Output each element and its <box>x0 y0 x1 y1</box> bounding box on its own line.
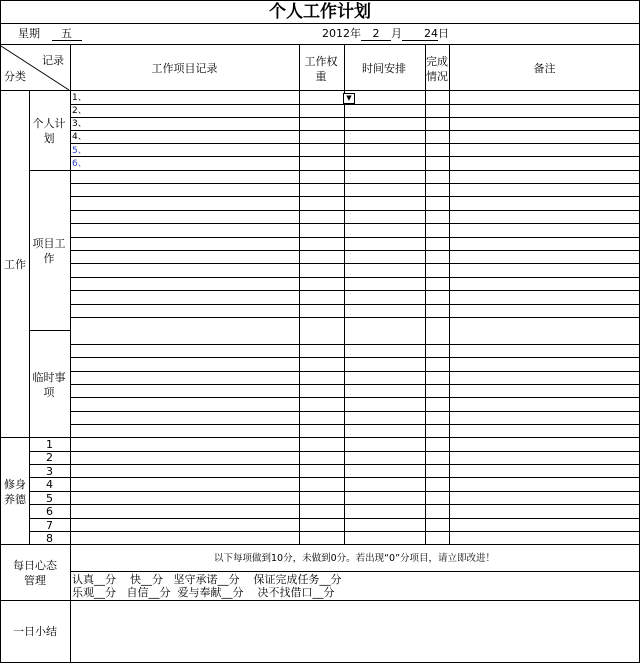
grid-line <box>29 477 639 478</box>
group-daily-mood: 每日心态管理 <box>13 559 57 587</box>
grid-line <box>449 44 450 544</box>
grid-line <box>29 451 639 452</box>
weekday-value[interactable]: 五 <box>52 27 82 41</box>
group-work: 工作 <box>4 258 26 271</box>
grid-line <box>70 237 639 238</box>
group-personal-plan: 个人计划 <box>32 117 66 145</box>
grid-line <box>70 357 639 358</box>
grid-line <box>0 44 640 45</box>
date-day-suffix: 日 <box>438 27 449 40</box>
grid-line <box>70 170 639 171</box>
grid-line <box>29 491 639 492</box>
date-year-suffix: 年 <box>350 27 361 40</box>
personal-item-6[interactable]: 6、 <box>72 159 87 169</box>
grid-line <box>0 437 639 438</box>
date-row <box>322 24 449 44</box>
grid-line <box>70 250 639 251</box>
page-title: 个人工作计划 <box>269 2 371 22</box>
personal-item-1[interactable]: 1、 <box>72 93 87 103</box>
header-item-record: 工作项目记录 <box>151 62 218 75</box>
date-year: 2012 <box>322 27 350 40</box>
header-record: 记录 <box>42 53 64 67</box>
grid-line <box>29 531 639 532</box>
grid-line <box>344 44 345 544</box>
cultivation-number-8: 8 <box>46 532 53 545</box>
group-daily-summary: 一日小结 <box>13 625 57 638</box>
grid-line <box>70 263 639 264</box>
grid-line <box>29 464 639 465</box>
grid-line <box>70 183 639 184</box>
header-weight: 工作权重 <box>304 55 338 83</box>
grid-line <box>299 44 300 544</box>
personal-item-5[interactable]: 5、 <box>72 146 87 156</box>
header-category: 分类 <box>4 69 26 83</box>
personal-item-2[interactable]: 2、 <box>72 106 87 116</box>
grid-line <box>70 290 639 291</box>
mood-line-1[interactable]: 认真__分 快__分 坚守承诺__分 保证完成任务__分 <box>72 573 342 586</box>
grid-line <box>70 371 639 372</box>
grid-line <box>70 196 639 197</box>
grid-line <box>70 424 639 425</box>
grid-line <box>70 130 639 131</box>
weekday-row <box>18 24 82 44</box>
date-month-suffix: 月 <box>391 27 402 40</box>
personal-item-4[interactable]: 4、 <box>72 132 87 142</box>
grid-line <box>70 223 639 224</box>
grid-line <box>70 317 639 318</box>
cultivation-number-7: 7 <box>46 518 53 532</box>
grid-line <box>70 344 639 345</box>
grid-line <box>29 518 639 519</box>
grid-line <box>0 0 640 1</box>
grid-line <box>70 304 639 305</box>
mood-line-2[interactable]: 乐观__分 自信__分 爱与奉献__分 决不找借口__分 <box>72 586 335 599</box>
grid-line <box>70 104 639 105</box>
personal-item-3[interactable]: 3、 <box>72 119 87 129</box>
grid-line <box>70 156 639 157</box>
grid-line <box>70 384 639 385</box>
grid-line <box>0 544 639 545</box>
grid-line <box>425 44 426 544</box>
grid-line <box>70 277 639 278</box>
cultivation-number-3: 3 <box>46 464 53 478</box>
grid-line <box>0 600 639 601</box>
grid-line <box>70 143 639 144</box>
grid-line <box>29 504 639 505</box>
grid-line <box>0 0 1 663</box>
cultivation-number-2: 2 <box>46 451 53 464</box>
grid-line <box>70 397 639 398</box>
grid-line <box>70 117 639 118</box>
weekday-label: 星期 <box>18 27 40 40</box>
header-schedule: 时间安排 <box>362 62 406 75</box>
cultivation-number-6: 6 <box>46 505 53 518</box>
group-project-work: 项目工作 <box>32 237 66 265</box>
header-completion: 完成情况 <box>426 54 448 83</box>
header-remark: 备注 <box>533 62 556 75</box>
grid-line <box>70 571 639 572</box>
daily-summary-area[interactable] <box>70 602 639 662</box>
grid-line <box>0 23 640 24</box>
chevron-down-icon[interactable]: ▼ <box>343 93 355 104</box>
grid-line <box>70 210 639 211</box>
date-month[interactable]: 2 <box>361 27 391 41</box>
cultivation-number-1: 1 <box>46 438 53 451</box>
group-self-cultivation: 修身养德 <box>4 477 26 506</box>
date-day[interactable]: 24 <box>402 27 438 41</box>
mood-note: 以下每项做到10分，未做到0分。若出现“0”分项目，请立即改进！ <box>213 553 496 564</box>
cultivation-number-5: 5 <box>46 491 53 505</box>
group-temp-items: 临时事项 <box>32 370 66 399</box>
cultivation-number-4: 4 <box>46 478 53 491</box>
grid-line <box>70 411 639 412</box>
